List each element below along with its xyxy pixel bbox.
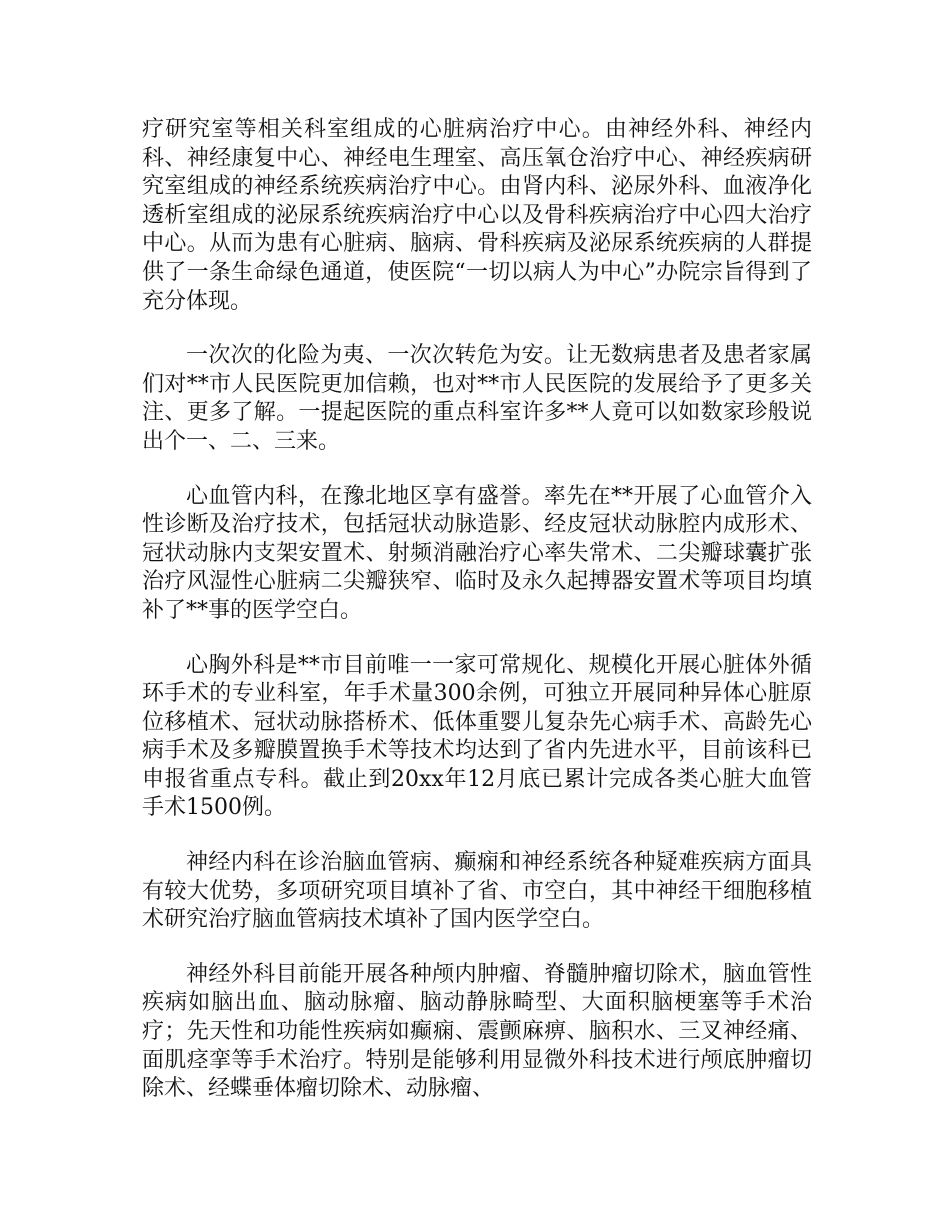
- paragraph-cardiothoracic-surgery: 心胸外科是**市目前唯一一家可常规化、规模化开展心脏体外循环手术的专业科室，年手术量300余例，可独立开展同种异体心脏原位移植术、冠状动脉搭桥术、低体重婴儿复杂先心病手术、高龄先心病手术及多瓣膜置换手术等技术均达到了省内先进水平，目前该科已申报省重点专科。截止到20xx年12月底已累计完成各类心脏大血管手术1500例。: [142, 652, 812, 821]
- document-body: [142, 116, 812, 1130]
- paragraph-neurosurgery: 神经外科目前能开展各种颅内肿瘤、脊髓肿瘤切除术，脑血管性疾病如脑出血、脑动脉瘤、脑动静脉畸型、大面积脑梗塞等手术治疗；先天性和功能性疾病如癫痫、震颤麻痹、脑积水、三叉神经痛、面肌痉挛等手术治疗。特别是能够利用显微外科技术进行颅底肿瘤切除术、经蝶垂体瘤切除术、动脉瘤、: [142, 961, 812, 1102]
- paragraph-cardiology: 心血管内科，在豫北地区享有盛誉。率先在**开展了心血管介入性诊断及治疗技术，包括冠状动脉造影、经皮冠状动脉腔内成形术、冠状动脉内支架安置术、射频消融治疗心率失常术、二尖瓣球囊扩张治疗风湿性心脏病二尖瓣狭窄、临时及永久起搏器安置术等项目均填补了**事的医学空白。: [142, 483, 812, 623]
- paragraph-neurology: 神经内科在诊治脑血管病、癫痫和神经系统各种疑难疾病方面具有较大优势，多项研究项目填补了省、市空白，其中神经干细胞移植术研究治疗脑血管病技术填补了国内医学空白。: [142, 850, 812, 933]
- paragraph-trust: 一次次的化险为夷、一次次转危为安。让无数病患者及患者家属们对**市人民医院更加信赖，也对**市人民医院的发展给予了更多关注、更多了解。一提起医院的重点科室许多**人竟可以如数家珍般说出个一、二、三来。: [142, 343, 812, 454]
- paragraph-heart-center: 疗研究室等相关科室组成的心脏病治疗中心。由神经外科、神经内科、神经康复中心、神经电生理室、高压氧仓治疗中心、神经疾病研究室组成的神经系统疾病治疗中心。由肾内科、泌尿外科、血液净化透析室组成的泌尿系统疾病治疗中心以及骨科疾病治疗中心四大治疗中心。从而为患有心脏病、脑病、骨科疾病及泌尿系统疾病的人群提供了一条生命绿色通道，使医院“一切以病人为中心”办院宗旨得到了充分体现。: [142, 117, 812, 314]
